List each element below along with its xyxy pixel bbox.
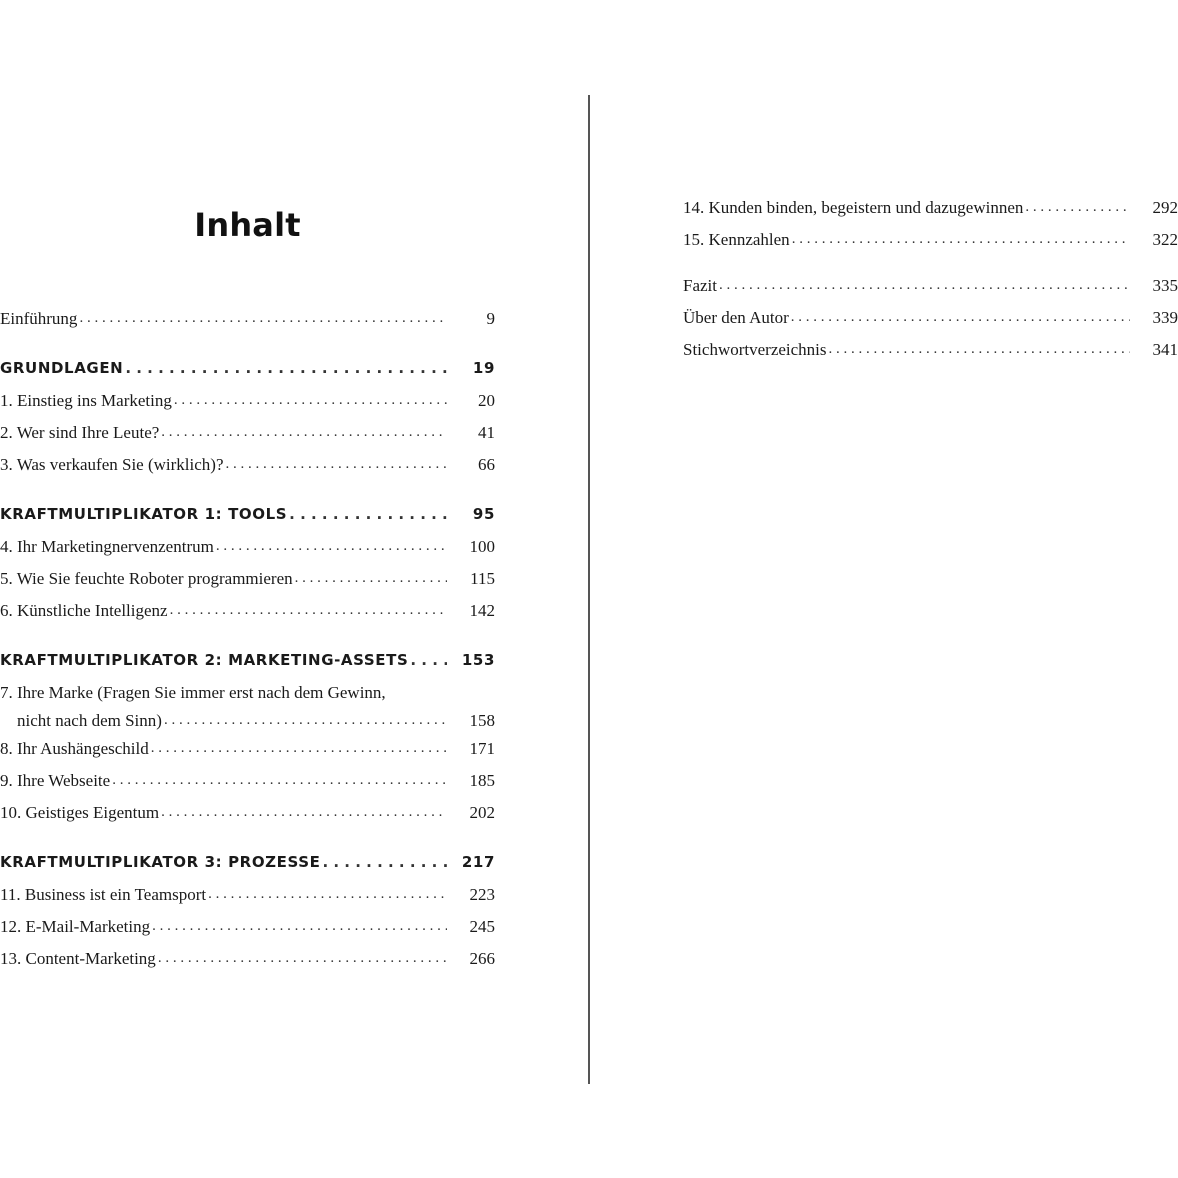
toc-page-number: 142	[469, 601, 495, 620]
toc-entry-title: 3. Was verkaufen Sie (wirklich)?	[0, 455, 224, 474]
dot-leader	[164, 709, 447, 732]
toc-entry-title: Einführung	[0, 309, 78, 328]
toc-entry	[0, 911, 495, 943]
toc-section-heading	[0, 645, 495, 677]
toc-entry	[0, 797, 495, 829]
toc-entry-title: KRAFTMULTIPLIKATOR 3: PROZESSE	[0, 853, 321, 871]
toc-page-number: 292	[1152, 198, 1178, 217]
toc-entry	[0, 563, 495, 595]
dot-leader	[112, 769, 447, 792]
toc-page-number: 245	[469, 917, 495, 936]
toc-page-number: 266	[469, 949, 495, 968]
dot-leader	[792, 228, 1130, 251]
page-title: Inhalt	[194, 206, 301, 244]
toc-entry-title: KRAFTMULTIPLIKATOR 2: MARKETING-ASSETS	[0, 651, 409, 669]
dot-leader	[791, 306, 1130, 329]
toc-entry	[0, 449, 495, 481]
toc-page-number: 339	[1152, 308, 1178, 327]
toc-page-number: 158	[469, 711, 495, 730]
toc-page-number: 322	[1152, 230, 1178, 249]
toc-page-number: 153	[461, 651, 495, 669]
toc-entry	[0, 303, 495, 335]
toc-entry-title: GRUNDLAGEN	[0, 359, 124, 377]
toc-page-number: 223	[469, 885, 495, 904]
toc-page-number: 66	[478, 455, 495, 474]
toc-page-number: 115	[470, 569, 495, 588]
dot-leader	[208, 883, 447, 906]
toc-entry-title: 6. Künstliche Intelligenz	[0, 601, 168, 620]
toc-entry-title: 4. Ihr Marketingnervenzentrum	[0, 537, 214, 556]
toc-entry-title: 14. Kunden binden, begeistern und dazugewinnen	[683, 198, 1024, 217]
toc-entry	[0, 733, 495, 765]
toc-entry-title-line2: nicht nach dem Sinn)	[17, 711, 162, 730]
toc-entry-title: 12. E-Mail-Marketing	[0, 917, 151, 936]
toc-entry-title: 2. Wer sind Ihre Leute?	[0, 423, 160, 442]
toc-entry	[0, 765, 495, 797]
toc-entry-title: Über den Autor	[683, 308, 789, 327]
toc-page-number: 202	[469, 803, 495, 822]
toc-page-number: 41	[478, 423, 495, 442]
toc-page-number: 341	[1152, 340, 1178, 359]
toc-entry	[0, 385, 495, 417]
toc-entry	[0, 677, 495, 733]
dot-leader	[161, 801, 447, 824]
toc-entry	[0, 943, 495, 975]
toc-entry	[683, 302, 1178, 334]
toc-entry-title-line1: 7. Ihre Marke (Fragen Sie immer erst nach dem Gewinn,	[0, 683, 386, 702]
dot-leader	[125, 357, 447, 380]
toc-entry	[0, 531, 495, 563]
toc-page-number: 9	[486, 309, 495, 328]
toc-entry-title: 1. Einstieg ins Marketing	[0, 391, 172, 410]
toc-entry	[683, 270, 1178, 302]
toc-section-heading	[0, 499, 495, 531]
toc-page-number: 185	[469, 771, 495, 790]
dot-leader	[719, 274, 1130, 297]
dot-leader	[170, 599, 447, 622]
dot-leader	[410, 649, 447, 672]
dot-leader	[226, 453, 448, 476]
toc-page-number: 217	[461, 853, 495, 871]
dot-leader	[161, 421, 447, 444]
toc-entry	[0, 417, 495, 449]
toc-entry	[683, 334, 1178, 366]
page-divider	[588, 95, 590, 1084]
toc-entry	[683, 224, 1178, 256]
dot-leader	[158, 947, 447, 970]
dot-leader	[289, 503, 447, 526]
dot-leader	[1025, 196, 1130, 219]
toc-entry	[0, 595, 495, 627]
toc-left-column	[0, 303, 495, 975]
toc-entry-title: KRAFTMULTIPLIKATOR 1: TOOLS	[0, 505, 288, 523]
toc-right-column	[683, 192, 1178, 366]
dot-leader	[322, 851, 447, 874]
toc-entry-title: 11. Business ist ein Teamsport	[0, 885, 207, 904]
toc-entry-title: 9. Ihre Webseite	[0, 771, 111, 790]
toc-page-number: 95	[472, 505, 495, 523]
toc-entry-title: 15. Kennzahlen	[683, 230, 790, 249]
toc-entry-title: Fazit	[683, 276, 717, 295]
toc-section-heading	[0, 353, 495, 385]
dot-leader	[151, 737, 447, 760]
toc-page-number: 19	[472, 359, 495, 377]
toc-section-heading	[0, 847, 495, 879]
toc-entry-title: Stichwortverzeichnis	[683, 340, 827, 359]
dot-leader	[152, 915, 447, 938]
toc-page-number: 100	[469, 537, 495, 556]
toc-page-number: 171	[469, 739, 495, 758]
toc-page-number: 335	[1152, 276, 1178, 295]
toc-page-number: 20	[478, 391, 495, 410]
toc-entry-title: 10. Geistiges Eigentum	[0, 803, 160, 822]
toc-entry-title: 13. Content-Marketing	[0, 949, 156, 968]
toc-entry	[683, 192, 1178, 224]
dot-leader	[174, 389, 447, 412]
toc-entry-title: 8. Ihr Aushängeschild	[0, 739, 149, 758]
dot-leader	[216, 535, 447, 558]
toc-entry-title: 5. Wie Sie feuchte Roboter programmieren	[0, 569, 293, 588]
dot-leader	[829, 338, 1130, 361]
dot-leader	[79, 307, 447, 330]
toc-entry	[0, 879, 495, 911]
dot-leader	[295, 567, 447, 590]
